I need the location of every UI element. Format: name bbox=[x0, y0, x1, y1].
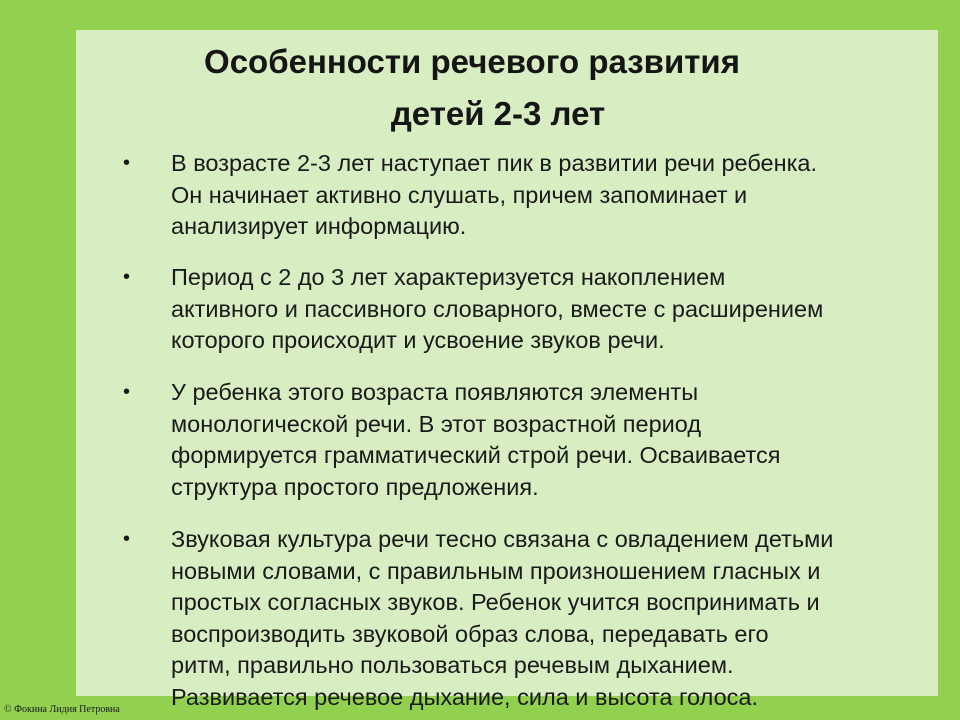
bullet-line: У ребенка этого возраста появляются элементы bbox=[171, 379, 699, 405]
bullet-line: ритм, правильно пользоваться речевым дыханием. bbox=[171, 652, 734, 679]
bullet-line: Он начинает активно слушать, причем запоминает и bbox=[171, 181, 748, 208]
bullet-item bbox=[123, 524, 936, 714]
bullet-line: Звуковая культура речи тесно связана с овладением детьми bbox=[171, 526, 834, 552]
bullet-line: структура простого предложения. bbox=[171, 473, 539, 500]
bullet-marker: • bbox=[123, 266, 131, 288]
bullet-line: простых согласных звуков. Ребенок учится воспринимать и bbox=[171, 589, 820, 616]
bullet-line: Развивается речевое дыхание, сила и высота голоса. bbox=[171, 683, 759, 710]
bullet-line: воспроизводить звуковой образ слова, передавать его bbox=[171, 620, 769, 647]
bullet-line: новыми словами, с правильным произношением гласных и bbox=[171, 557, 821, 584]
bullet-item bbox=[123, 377, 936, 503]
bullet-line: монологической речи. В этот возрастной период bbox=[171, 410, 702, 437]
bullet-line: анализирует информацию. bbox=[171, 213, 467, 240]
bullet-marker: • bbox=[123, 152, 131, 174]
bullet-marker: • bbox=[123, 528, 131, 550]
title-line-2: детей 2-3 лет bbox=[390, 95, 606, 132]
bullet-line: В возрасте 2-3 лет наступает пик в развитии речи ребенка. bbox=[171, 150, 817, 176]
bullet-item bbox=[123, 262, 936, 357]
bullet-line: Период с 2 до 3 лет характеризуется накоплением bbox=[171, 264, 726, 290]
title-line-1: Особенности речевого развития bbox=[204, 43, 740, 80]
bullet-marker: • bbox=[123, 381, 131, 403]
bullet-line: активного и пассивного словарного, вместе с расширением bbox=[171, 295, 824, 322]
copyright-text: © Фокина Лидия Петровна bbox=[4, 704, 120, 715]
bullet-item bbox=[123, 148, 936, 243]
bullet-line: которого происходит и усвоение звуков речи. bbox=[171, 327, 665, 354]
bullet-line: формируется грамматический строй речи. Осваивается bbox=[171, 442, 781, 469]
